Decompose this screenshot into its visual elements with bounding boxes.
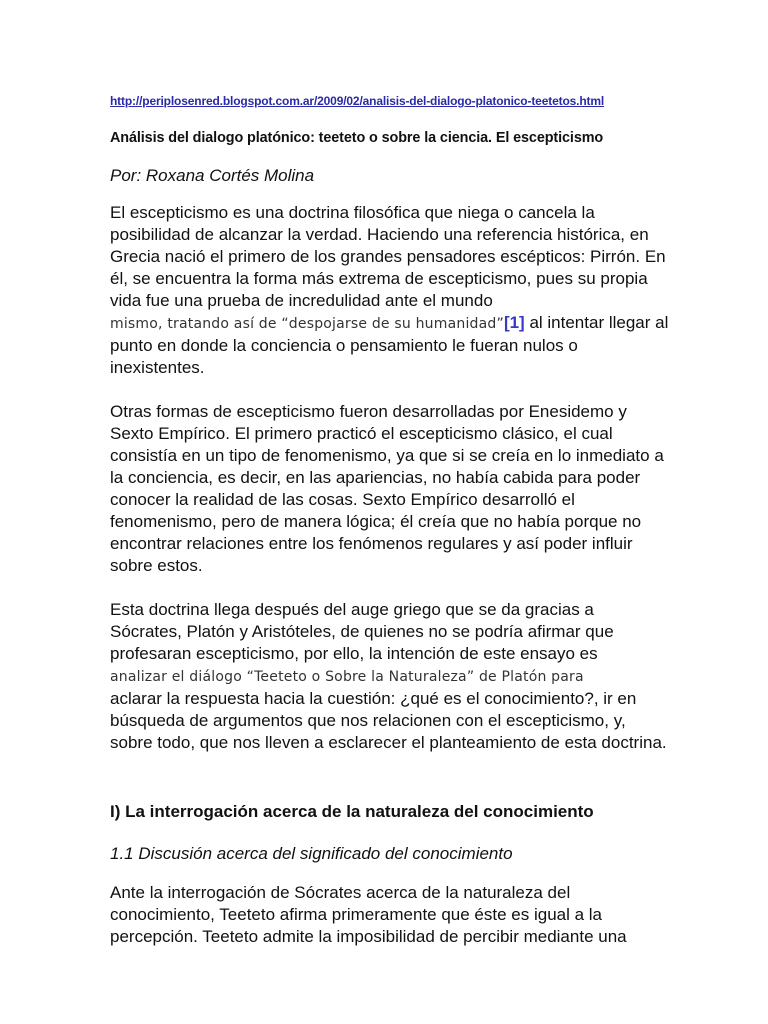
paragraph-1-tail: al intentar llegar al punto en donde la conciencia o pensamiento le fueran nulos o inexistentes. — [110, 313, 669, 377]
paragraph-1 — [110, 202, 670, 379]
paragraph-1-lead: El escepticismo es una doctrina filosófica que niega o cancela la posibilidad de alcanzar la verdad. Haciendo una referencia histórica, en Grecia nació el primero de los grandes pensadores escépticos: Pirrón. En él, se encuentra la forma más extrema de escepticismo, pues su propia vida fue una prueba de incredulidad ante el mundo — [110, 203, 666, 310]
author-line: Por: Roxana Cortés Molina — [110, 166, 315, 185]
paragraph-3-light: analizar el diálogo “Teeteto o Sobre la Naturaleza” de Platón para — [110, 669, 584, 685]
paragraph-2: Otras formas de escepticismo fueron desarrolladas por Enesidemo y Sexto Empírico. El primero practicó el escepticismo clásico, el cual consistía en un tipo de fenomenismo, ya que si se creía en lo inmediato a la conciencia, es decir, en las apariencias, no había cabida para poder conocer la realidad de las cosas. Sexto Empírico desarrolló el fenomenismo, pero de manera lógica; él creía que no había porque no encontrar relaciones entre los fenómenos regulares y así poder influir sobre estos. — [110, 402, 664, 575]
document-page — [110, 94, 670, 948]
footnote-link[interactable]: [1] — [503, 313, 525, 332]
section-heading: I) La interrogación acerca de la naturaleza del conocimiento — [110, 802, 594, 821]
subsection-heading: 1.1 Discusión acerca del significado del conocimiento — [110, 844, 513, 863]
paragraph-3-lead: Esta doctrina llega después del auge griego que se da gracias a Sócrates, Platón y Aristóteles, de quienes no se podría afirmar que profesaran escepticismo, por ello, la intención de este ensayo es — [110, 600, 614, 663]
source-link[interactable]: http://periplosenred.blogspot.com.ar/2009/02/analisis-del-dialogo-platonico-teetetos.html — [110, 94, 605, 108]
paragraph-3 — [110, 599, 670, 754]
document-title: Análisis del dialogo platónico: teeteto o sobre la ciencia. El escepticismo — [110, 130, 604, 146]
paragraph-4: Ante la interrogación de Sócrates acerca de la naturaleza del conocimiento, Teeteto afirma primeramente que éste es igual a la percepción. Teeteto admite la imposibilidad de percibir mediante una — [110, 883, 627, 946]
paragraph-3-tail: aclarar la respuesta hacia la cuestión: ¿qué es el conocimiento?, ir en búsqueda de argumentos que nos relacionen con el escepticismo, y, sobre todo, que nos lleven a esclarecer el planteamiento de esta doctrina. — [110, 689, 667, 752]
paragraph-1-light: mismo, tratando así de “despojarse de su humanidad” — [110, 316, 504, 332]
